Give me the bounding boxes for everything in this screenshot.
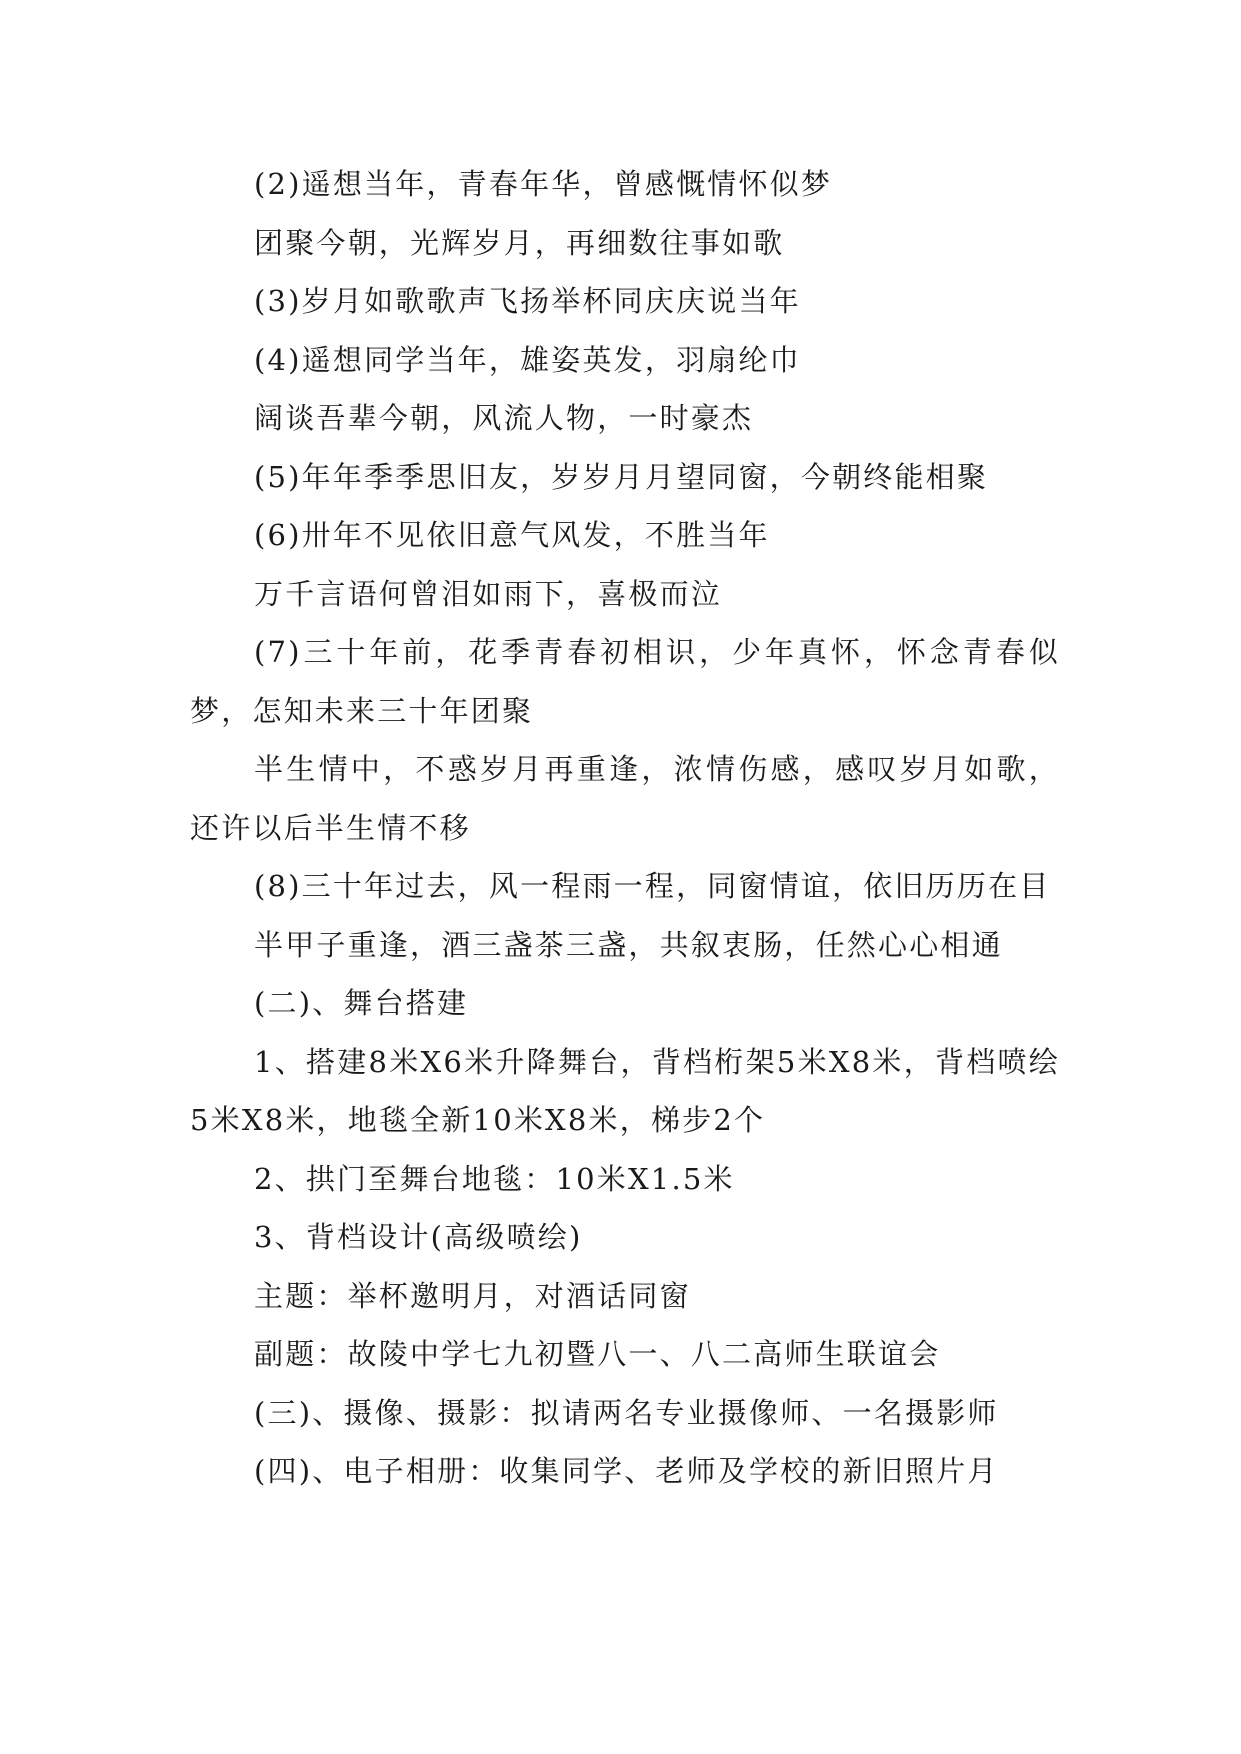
paragraph: 主题：举杯邀明月，对酒话同窗 xyxy=(254,1278,691,1313)
paragraph: (6)卅年不见依旧意气风发，不胜当年 xyxy=(254,518,770,552)
section-heading: (二)、舞台搭建 xyxy=(254,986,469,1020)
paragraph: (7)三十年前，花季青春初相识，少年真怀，怀念青春似梦，怎知未来三十年团聚 xyxy=(190,635,1060,728)
paragraph: 3、背档设计(高级喷绘) xyxy=(254,1220,583,1254)
paragraph: 半甲子重逢，酒三盏茶三盏，共叙衷肠，任然心心相通 xyxy=(254,927,1003,962)
paragraph: 团聚今朝，光辉岁月，再细数往事如歌 xyxy=(254,225,785,260)
paragraph: (5)年年季季思旧友，岁岁月月望同窗，今朝终能相聚 xyxy=(254,459,989,494)
paragraph: 2、拱门至舞台地毯：10米X1.5米 xyxy=(254,1161,735,1196)
paragraph: 万千言语何曾泪如雨下，喜极而泣 xyxy=(254,576,723,611)
section-heading: (三)、摄像、摄影：拟请两名专业摄像师、一名摄影师 xyxy=(254,1395,999,1430)
paragraph: 阔谈吾辈今朝，风流人物，一时豪杰 xyxy=(254,401,754,435)
paragraph: 1、搭建8米X6米升降舞台，背档桁架5米X8米，背档喷绘5米X8米，地毯全新10米X8米，梯步2个 xyxy=(190,1044,1060,1137)
paragraph: 副题：故陵中学七九初暨八一、八二高师生联谊会 xyxy=(254,1337,941,1371)
paragraph: (2)遥想当年，青春年华，曾感慨情怀似梦 xyxy=(254,167,833,201)
paragraph: 半生情中，不惑岁月再重逢，浓情伤感，感叹岁月如歌，还许以后半生情不移 xyxy=(190,752,1060,845)
paragraph: (3)岁月如歌歌声飞扬举杯同庆庆说当年 xyxy=(254,284,801,318)
document-body xyxy=(190,155,1060,1501)
section-heading: (四)、电子相册：收集同学、老师及学校的新旧照片月 xyxy=(254,1454,999,1488)
paragraph: (4)遥想同学当年，雄姿英发，羽扇纶巾 xyxy=(254,342,801,377)
paragraph: (8)三十年过去，风一程雨一程，同窗情谊，依旧历历在目 xyxy=(254,869,1051,903)
